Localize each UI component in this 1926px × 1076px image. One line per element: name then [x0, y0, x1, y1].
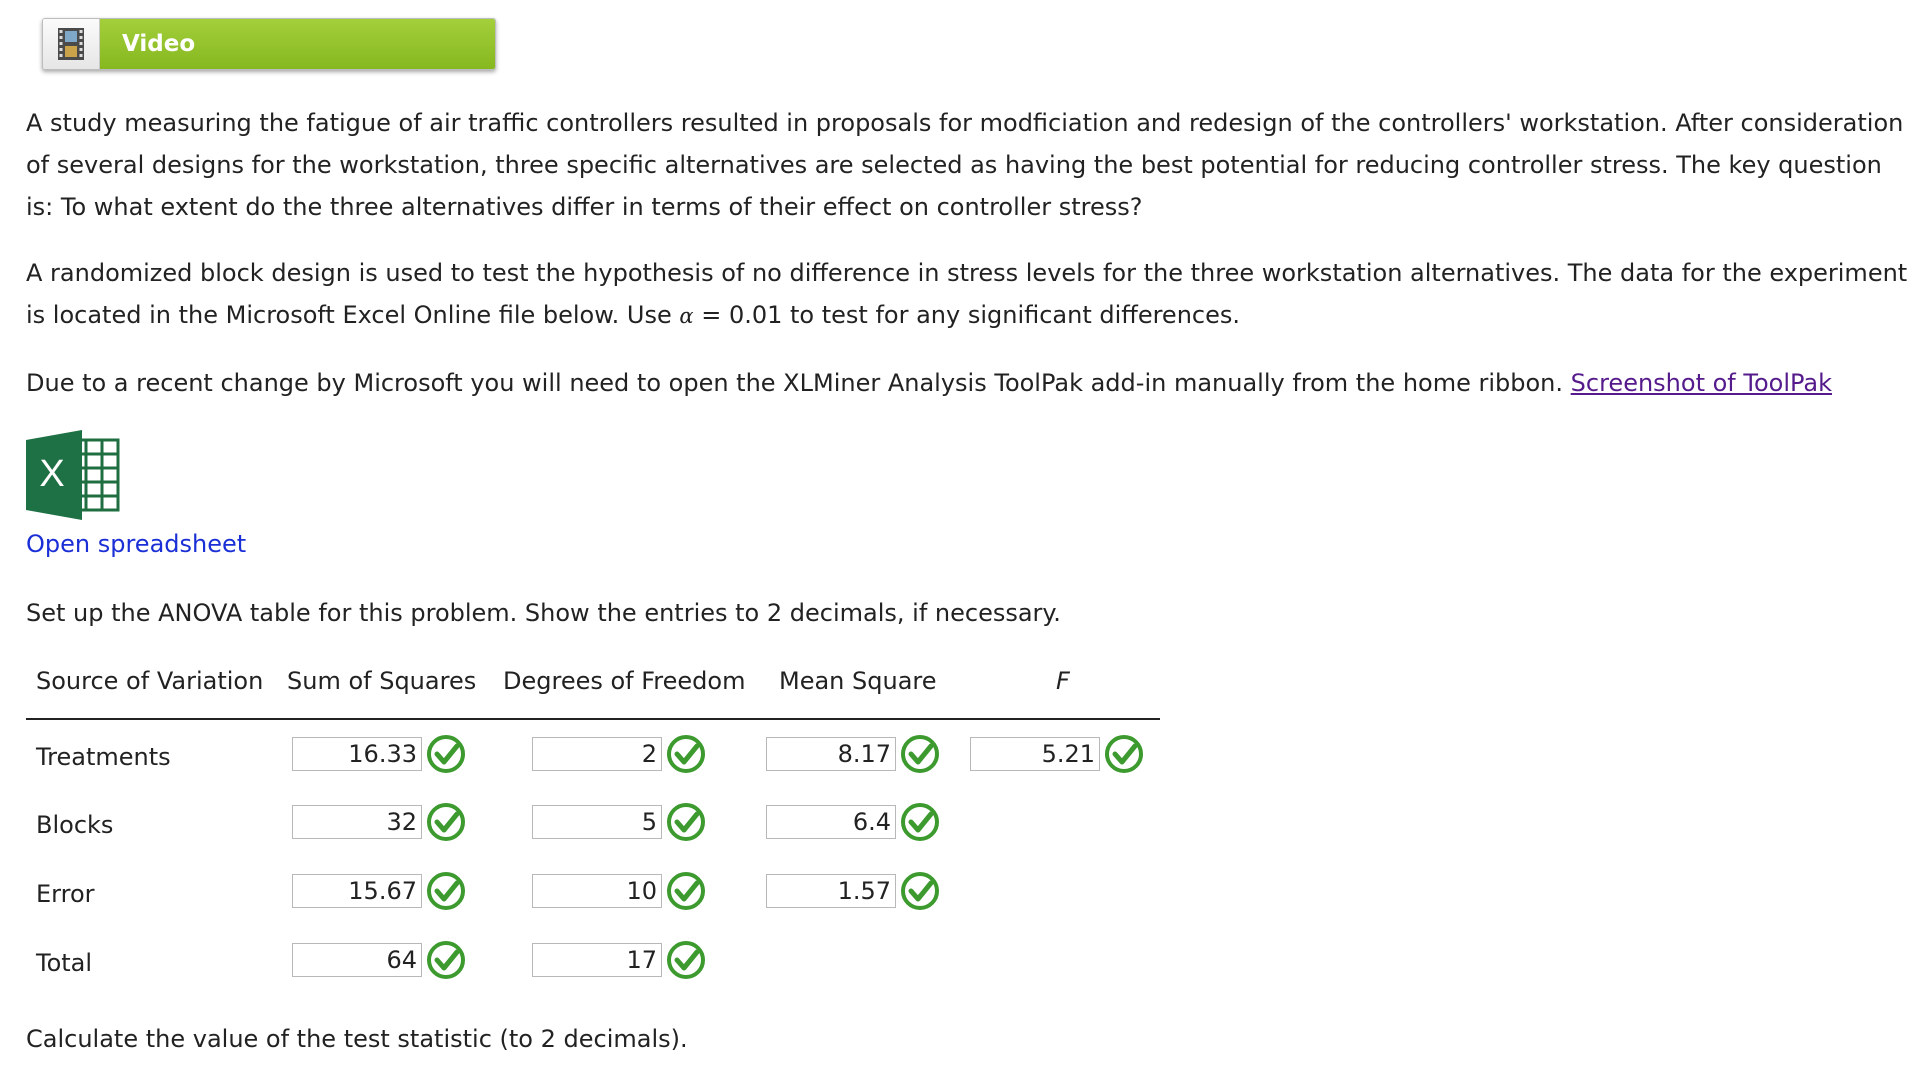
excel-icon[interactable] — [26, 430, 122, 520]
header-sum-of-squares: Sum of Squares — [287, 667, 477, 695]
check-circle-icon — [900, 871, 940, 911]
treatments-f-input[interactable]: 5.21 — [970, 737, 1100, 771]
check-circle-icon — [426, 734, 466, 774]
header-source-of-variation: Source of Variation — [36, 667, 264, 695]
calculate-instruction: Calculate the value of the test statistic (to 2 decimals). — [26, 1025, 688, 1053]
intro-line: of several designs for the workstation, three specific alternatives are selected as having the best potential for reducing controller stress. The key question — [26, 151, 1882, 179]
design-line: A randomized block design is used to test the hypothesis of no difference in stress levels for the three workstation alternatives. The data for the experiment — [26, 259, 1908, 287]
check-circle-icon — [426, 802, 466, 842]
svg-text:X: X — [39, 453, 65, 495]
total-df-input[interactable]: 17 — [532, 943, 662, 977]
setup-instruction: Set up the ANOVA table for this problem. Show the entries to 2 decimals, if necessary. — [26, 599, 1061, 627]
error-ss-cell — [292, 871, 466, 911]
total-df-cell — [532, 940, 706, 980]
design-paragraph — [26, 252, 1926, 337]
header-divider — [26, 718, 1160, 720]
alpha-symbol: α — [679, 304, 694, 328]
row-label-total: Total — [36, 949, 93, 977]
blocks-df-cell — [532, 802, 706, 842]
check-circle-icon — [426, 940, 466, 980]
row-label-blocks: Blocks — [36, 811, 114, 839]
treatments-ss-cell — [292, 734, 466, 774]
treatments-ss-input[interactable]: 16.33 — [292, 737, 422, 771]
header-mean-square: Mean Square — [779, 667, 937, 695]
check-circle-icon — [900, 802, 940, 842]
check-circle-icon — [666, 940, 706, 980]
film-icon — [58, 28, 84, 60]
error-ss-input[interactable]: 15.67 — [292, 874, 422, 908]
error-ms-cell — [766, 871, 940, 911]
blocks-df-input[interactable]: 5 — [532, 805, 662, 839]
toolpak-text: Due to a recent change by Microsoft you will need to open the XLMiner Analysis ToolPak add-in manually from the home ribbon. — [26, 369, 1571, 397]
treatments-f-cell — [970, 734, 1144, 774]
header-f: F — [1056, 667, 1070, 695]
check-circle-icon — [666, 734, 706, 774]
check-circle-icon — [426, 871, 466, 911]
treatments-df-cell — [532, 734, 706, 774]
check-circle-icon — [900, 734, 940, 774]
intro-line: A study measuring the fatigue of air traffic controllers resulted in proposals for modficiation and redesign of the controllers' workstation. After consideration — [26, 109, 1904, 137]
intro-line: is: To what extent do the three alternatives differ in terms of their effect on controller stress? — [26, 193, 1143, 221]
row-label-treatments: Treatments — [36, 743, 171, 771]
total-ss-input[interactable]: 64 — [292, 943, 422, 977]
row-label-error: Error — [36, 880, 95, 908]
total-ss-cell — [292, 940, 466, 980]
video-button[interactable] — [42, 18, 496, 70]
film-icon-box — [43, 19, 100, 69]
blocks-ms-input[interactable]: 6.4 — [766, 805, 896, 839]
error-df-input[interactable]: 10 — [532, 874, 662, 908]
check-circle-icon — [666, 871, 706, 911]
error-ms-input[interactable]: 1.57 — [766, 874, 896, 908]
design-line — [26, 294, 1926, 337]
video-button-label: Video — [100, 19, 495, 69]
design-text: = 0.01 to test for any significant differences. — [693, 301, 1240, 329]
toolpak-screenshot-link[interactable]: Screenshot of ToolPak — [1570, 369, 1832, 397]
intro-paragraph — [26, 102, 1926, 228]
blocks-ms-cell — [766, 802, 940, 842]
blocks-ss-cell — [292, 802, 466, 842]
blocks-ss-input[interactable]: 32 — [292, 805, 422, 839]
toolpak-paragraph — [26, 362, 1926, 404]
design-text: is located in the Microsoft Excel Online file below. Use — [26, 301, 680, 329]
check-circle-icon — [1104, 734, 1144, 774]
treatments-df-input[interactable]: 2 — [532, 737, 662, 771]
header-degrees-of-freedom: Degrees of Freedom — [503, 667, 746, 695]
error-df-cell — [532, 871, 706, 911]
check-circle-icon — [666, 802, 706, 842]
treatments-ms-cell — [766, 734, 940, 774]
open-spreadsheet-link[interactable]: Open spreadsheet — [26, 530, 247, 558]
treatments-ms-input[interactable]: 8.17 — [766, 737, 896, 771]
